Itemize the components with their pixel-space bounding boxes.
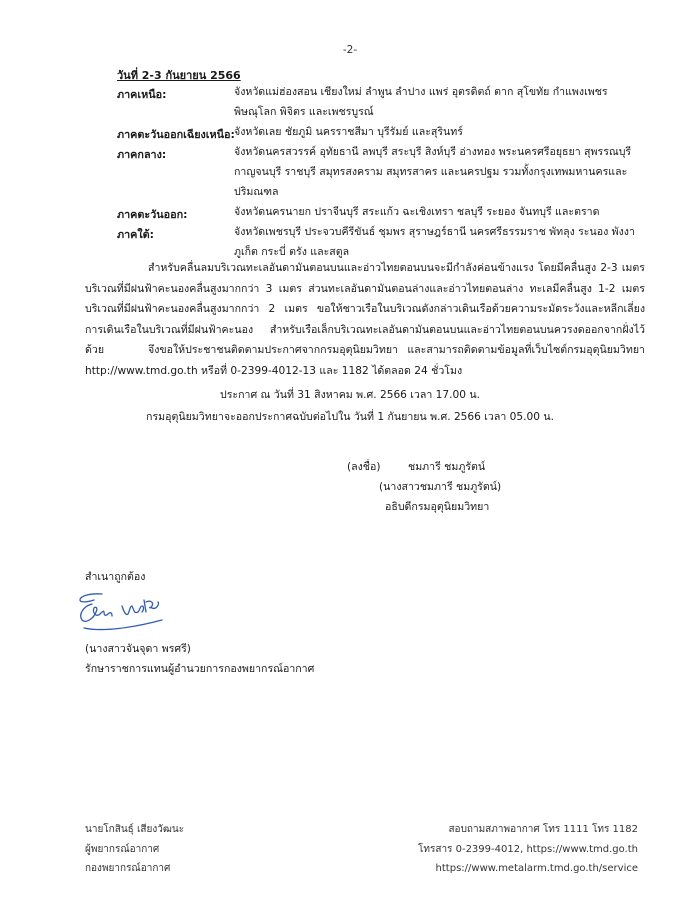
follow-paragraph bbox=[85, 340, 645, 381]
page-number: -2- bbox=[342, 44, 358, 56]
region-text-south bbox=[234, 222, 635, 262]
announced-at: ประกาศ ณ วันที่ 31 สิงหาคม พ.ศ. 2566 เวลา 17.00 น. bbox=[220, 389, 480, 401]
signatory-full-name: (นางสาวชมภารี ชมภูรัตน์) bbox=[379, 481, 502, 493]
footer-left bbox=[85, 820, 184, 879]
region-text-northeast bbox=[234, 122, 463, 142]
contact-phone: สอบถามสภาพอากาศ โทร 1111 โทร 1182 bbox=[448, 824, 638, 835]
region-line: กาญจนบุรี ราชบุรี สมุทรสงคราม สมุทรสาคร และนครปฐม รวมทั้งกรุงเทพมหานครและ bbox=[234, 166, 628, 178]
region-label-central: ภาคกลาง: bbox=[117, 148, 167, 161]
next-announcement: กรมอุตุนิยมวิทยาจะออกประกาศฉบับต่อไปใน วันที่ 1 กันยายน พ.ศ. 2566 เวลา 05.00 น. bbox=[146, 411, 554, 423]
region-label-north: ภาคเหนือ: bbox=[117, 88, 167, 101]
forecaster-division: กองพยากรณ์อากาศ bbox=[85, 863, 171, 874]
region-line: จังหวัดเพชรบุรี ประจวบคีรีขันธ์ ชุมพร สุราษฎร์ธานี นครศรีธรรมราช พัทลุง ระนอง พังงา bbox=[234, 226, 635, 238]
region-text-north bbox=[234, 82, 608, 122]
region-text-east bbox=[234, 202, 599, 222]
region-label-east: ภาคตะวันออก: bbox=[117, 208, 188, 221]
region-line: จังหวัดนครสวรรค์ อุทัยธานี ลพบุรี สระบุรี สิงห์บุรี อ่างทอง พระนครศรีอยุธยา สุพรรณบุรี bbox=[234, 146, 632, 158]
signatory-title: อธิบดีกรมอุตุนิยมวิทยา bbox=[385, 501, 490, 513]
wave-warning-text: สำหรับคลื่นลมบริเวณทะเลอันดามันตอนบนและอ่าวไทยตอนบนจะมีกำลังค่อนข้างแรง โดยมีคลื่นสูง 2-3 เมตร บริเวณที่มีฝนฟ้าคะนองคลื่นสูงมากกว่า 3 เมตร ส่วนทะเลอันดามันตอนล่างและอ่าวไทยตอนล่าง ทะเลมีคลื่นสูง 1-2 เมตร บริเวณที่มีฝนฟ้าคะนองคลื่นสูงมากกว่า 2 เมตร ขอให้ชาวเรือในบริเวณดังกล่าวเดินเรือด้วยความระมัดระวังและหลีกเลี่ยงการเดินเรือในบริเวณที่มีฝนฟ้าคะนอง สำหรับเรือเล็กบริเวณทะเลอันดามันตอนบนและอ่าวไทยตอนบนควรงดออกจากฝั่งไว้ด้วย bbox=[85, 262, 645, 356]
certified-copy-title: รักษาราชการแทนผู้อำนวยการกองพยากรณ์อากาศ bbox=[85, 663, 315, 675]
forecaster-name: นายโกสินธุ์ เสียงวัฒนะ bbox=[85, 824, 185, 835]
certified-copy-name: (นางสาวจันจุดา พรศรี) bbox=[85, 643, 191, 655]
contact-fax-website[interactable]: โทรสาร 0-2399-4012, https://www.tmd.go.th bbox=[418, 843, 638, 855]
region-text-central bbox=[234, 142, 631, 202]
contact-service-url[interactable]: https://www.metalarm.tmd.go.th/service bbox=[435, 863, 638, 874]
certified-copy-label: สำเนาถูกต้อง bbox=[85, 571, 146, 583]
signatory-name: ชมภารี ชมภูรัตน์ bbox=[408, 461, 486, 473]
region-line: ภูเก็ต กระบี่ ตรัง และสตูล bbox=[234, 246, 350, 258]
follow-text: จึงขอให้ประชาชนติดตามประกาศจากกรมอุตุนิยมวิทยา และสามารถติดตามข้อมูลที่เว็บไซต์กรมอุตุนิยมวิทยา http://www.tmd.go.th หรือที่ 0-2399-4012-13 และ 1182 ได้ตลอด 24 ชั่วโมง bbox=[85, 344, 645, 377]
region-line: จังหวัดเลย ชัยภูมิ นครราชสีมา บุรีรัมย์ และสุรินทร์ bbox=[234, 126, 463, 138]
region-line: ปริมณฑล bbox=[234, 186, 279, 198]
signed-label: (ลงชื่อ) bbox=[347, 461, 381, 473]
date-heading: วันที่ 2-3 กันยายน 2566 bbox=[117, 69, 241, 82]
signature-image bbox=[72, 588, 182, 636]
forecaster-title: ผู้พยากรณ์อากาศ bbox=[85, 843, 160, 855]
region-line: จังหวัดนครนายก ปราจีนบุรี สระแก้ว ฉะเชิงเทรา ชลบุรี ระยอง จันทบุรี และตราด bbox=[234, 206, 600, 218]
region-label-south: ภาคใต้: bbox=[117, 228, 155, 241]
region-line: พิษณุโลก พิจิตร และเพชรบูรณ์ bbox=[234, 106, 374, 118]
footer-right bbox=[418, 820, 638, 879]
region-label-northeast: ภาคตะวันออกเฉียงเหนือ: bbox=[117, 128, 235, 141]
region-line: จังหวัดแม่ฮ่องสอน เชียงใหม่ ลำพูน ลำปาง แพร่ อุตรดิตถ์ ตาก สุโขทัย กำแพงเพชร bbox=[234, 86, 608, 98]
